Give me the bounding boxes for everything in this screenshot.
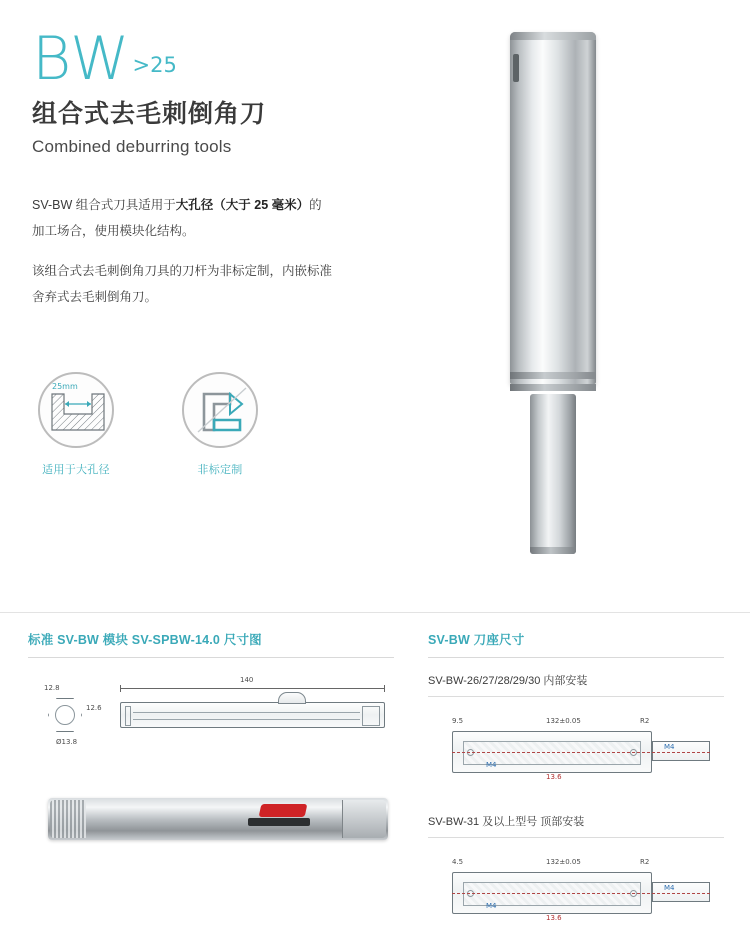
holder-dim-length-1: 132±0.05 <box>546 717 581 725</box>
page-title-cn: 组合式去毛刺倒角刀 <box>32 100 267 128</box>
tool-band-lower <box>510 384 596 391</box>
description-block <box>32 192 392 324</box>
description-paragraph-2 <box>32 258 392 310</box>
left-drawing-section <box>28 630 394 866</box>
right-section-title: SV-BW 刀座尺寸 <box>428 633 525 647</box>
module-photo-bar <box>48 798 388 840</box>
left-section-rule <box>28 657 394 658</box>
module-insert-bump <box>278 692 306 704</box>
red-blade-insert <box>259 804 308 817</box>
tool-body-graphic <box>510 32 596 384</box>
feature-item-bore <box>28 372 124 477</box>
holder-dim-thread2-2: M4 <box>486 902 497 910</box>
bore-size-label: 25mm <box>52 382 78 391</box>
holder-dim-left-1: 9.5 <box>452 717 464 725</box>
custom-shape-graphic <box>184 374 258 448</box>
holder-dim-left-2: 4.5 <box>452 858 464 866</box>
module-right-lip <box>362 706 380 726</box>
hex-profile-bore <box>55 705 75 725</box>
holder-dim-length-2: 132±0.05 <box>546 858 581 866</box>
holder-center-line-1 <box>452 752 710 753</box>
product-code: BW <box>32 24 131 94</box>
description-paragraph-1 <box>32 192 392 244</box>
holder-shaft-1 <box>652 741 710 761</box>
custom-shape-icon <box>182 372 258 448</box>
module-dimension-drawing <box>28 674 394 774</box>
page-title-en: Combined deburring tools <box>32 137 232 156</box>
holder-dim-thread-1: M4 <box>664 743 675 751</box>
knurl-texture <box>50 800 86 838</box>
holder-dim-thread-2: M4 <box>664 884 675 892</box>
dim-width: 12.8 <box>44 684 60 692</box>
holder-shaft-2 <box>652 882 710 902</box>
tool-slot-graphic <box>513 54 519 82</box>
module-photo-drawing <box>28 788 394 866</box>
product-photo <box>452 22 722 562</box>
holder-variant-rule-2 <box>428 837 724 838</box>
hero-block <box>32 24 452 157</box>
right-section-rule <box>428 657 724 658</box>
desc-p1-suffix: 的 <box>309 198 322 212</box>
dim-length: 140 <box>240 676 254 684</box>
desc-p2-line2: 舍弃式去毛刺倒角刀。 <box>32 290 158 304</box>
feature-caption-custom: 非标定制 <box>197 464 243 476</box>
product-size-superscript: >25 <box>132 53 177 77</box>
module-tail <box>342 800 386 838</box>
holder-center-line-2 <box>452 893 710 894</box>
holder-variant-label-1: SV-BW-26/27/28/29/30 内部安装 <box>428 675 588 687</box>
holder-variant-label-2: SV-BW-31 及以上型号 顶部安装 <box>428 816 585 828</box>
hero-title-row <box>32 24 452 94</box>
desc-p1-prefix: SV-BW 组合式刀具适用于 <box>32 198 176 212</box>
insert-slot <box>248 818 310 826</box>
module-outline-drawing <box>120 702 385 728</box>
dim-height: 12.6 <box>86 704 102 712</box>
holder-dim-radius-2: R2 <box>640 858 650 866</box>
holder-dim-radius-1: R2 <box>640 717 650 725</box>
desc-p2-line1: 该组合式去毛刺倒角刀具的刀杆为非标定制，内嵌标准 <box>32 264 333 278</box>
tool-band-upper <box>510 372 596 379</box>
holder-dim-thread2-1: M4 <box>486 761 497 769</box>
bore-hatch-graphic <box>48 388 108 434</box>
feature-item-custom <box>172 372 268 477</box>
bore-diameter-icon <box>38 372 114 448</box>
left-section-title: 标准 SV-BW 模块 SV-SPBW-14.0 尺寸图 <box>28 633 262 647</box>
holder-variant-rule-1 <box>428 696 724 697</box>
holder-drawing-1 <box>428 707 724 799</box>
dim-diameter: Ø13.8 <box>56 738 78 746</box>
section-divider <box>0 612 750 613</box>
length-dimension-line <box>120 688 385 689</box>
module-left-lip <box>125 706 131 726</box>
desc-p1-bold: 大孔径（大于 25 毫米） <box>175 198 310 212</box>
holder-drawing-2 <box>428 848 724 930</box>
right-drawing-section <box>428 630 724 930</box>
feature-caption-bore: 适用于大孔径 <box>42 464 110 476</box>
tool-shank-graphic <box>530 394 576 554</box>
holder-dim-height-2: 13.6 <box>546 914 562 922</box>
desc-p1-line2: 加工场合，使用模块化结构。 <box>32 224 195 238</box>
module-mid-line <box>133 712 360 720</box>
feature-list <box>28 372 268 477</box>
holder-dim-height-1: 13.6 <box>546 773 562 781</box>
